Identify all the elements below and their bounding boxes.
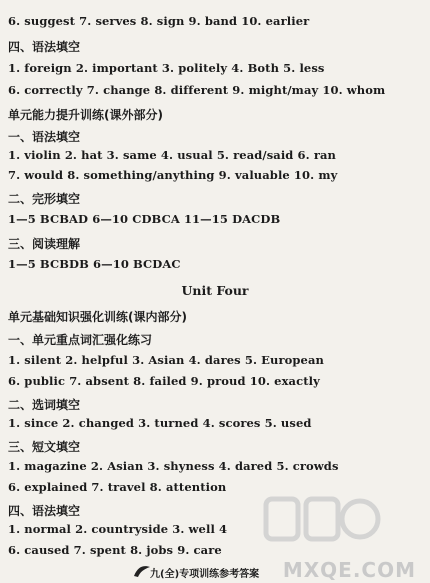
- answer-line: 6. public 7. absent 8. failed 9. proud 10. exactly: [8, 374, 320, 388]
- section-heading: 单元能力提升训练(课外部分): [8, 108, 163, 122]
- answer-line: 1. silent 2. helpful 3. Asian 4. dares 5. European: [8, 353, 324, 367]
- answer-line: 1. normal 2. countryside 3. well 4: [8, 522, 228, 536]
- section-heading: 一、单元重点词汇强化练习: [8, 333, 153, 347]
- answer-line: 1—5 BCBDB 6—10 BCDAC: [8, 257, 181, 271]
- answer-line: 6. suggest 7. serves 8. sign 9. band 10. earlier: [8, 14, 310, 28]
- answer-line: 1. magazine 2. Asian 3. shyness 4. dared 5. crowds: [8, 459, 339, 473]
- answer-line: 6. explained 7. travel 8. attention: [8, 480, 227, 494]
- section-heading: 四、语法填空: [8, 40, 81, 54]
- answer-line: 6. caused 7. spent 8. jobs 9. care: [8, 543, 222, 557]
- publisher-logo-icon: [132, 563, 152, 579]
- section-heading: 一、语法填空: [8, 130, 81, 144]
- section-heading: 三、短文填空: [8, 440, 81, 454]
- section-heading: 四、语法填空: [8, 504, 81, 518]
- watermark-stamp-icon: [262, 491, 382, 551]
- section-heading: 二、选词填空: [8, 398, 81, 412]
- answer-line: 1—5 BCBAD 6—10 CDBCA 11—15 DACDB: [8, 212, 281, 226]
- answer-line: 6. correctly 7. change 8. different 9. might/may 10. whom: [8, 83, 386, 97]
- answer-line: 7. would 8. something/anything 9. valuable 10. my: [8, 168, 338, 182]
- page-footer: [0, 561, 430, 583]
- section-heading: 单元基础知识强化训练(课内部分): [8, 310, 187, 324]
- answer-line: 1. foreign 2. important 3. politely 4. Both 5. less: [8, 61, 325, 75]
- watermark-text: MXQE.COM: [282, 558, 416, 582]
- answer-line: 1. violin 2. hat 3. same 4. usual 5. read/said 6. ran: [8, 148, 337, 162]
- section-heading: 三、阅读理解: [8, 237, 81, 251]
- answer-line: 1. since 2. changed 3. turned 4. scores 5. used: [8, 416, 312, 430]
- footer-title: 九(全)专项训练参考答案: [150, 569, 260, 580]
- section-heading: 二、完形填空: [8, 192, 81, 206]
- unit-title: Unit Four: [181, 283, 249, 298]
